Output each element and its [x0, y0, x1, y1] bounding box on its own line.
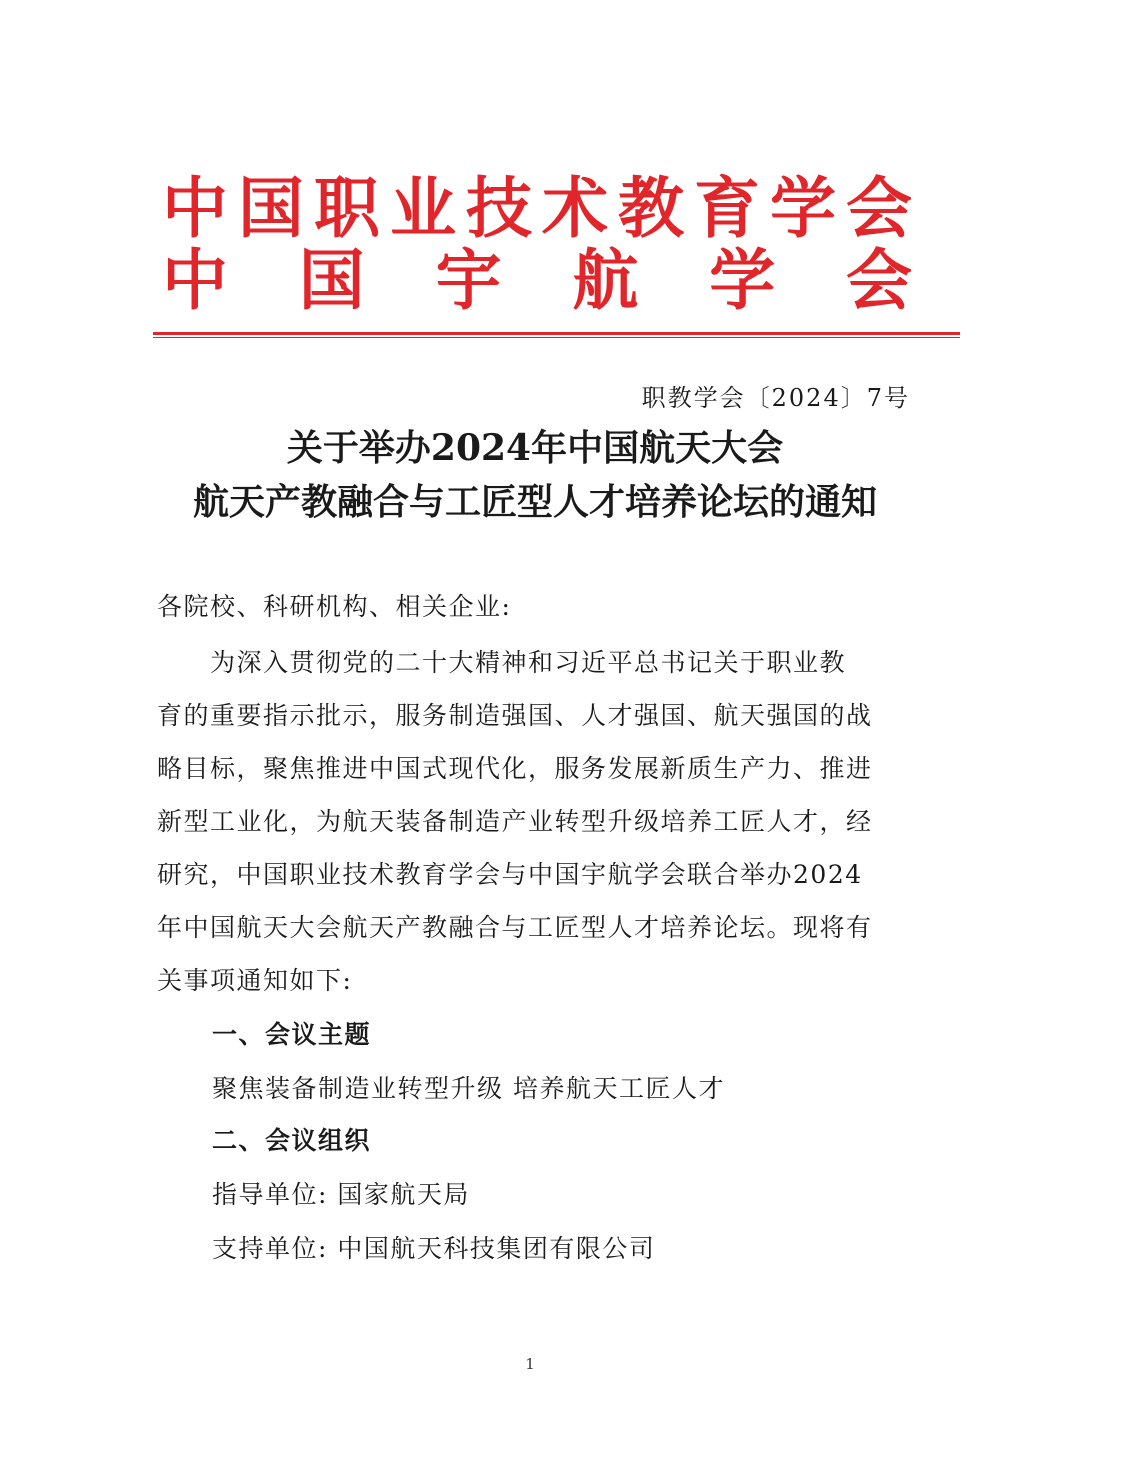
intro-line: 略目标，聚焦推进中国式现代化，服务发展新质生产力、推进	[157, 754, 873, 783]
guide-unit: 指导单位: 国家航天局	[212, 1180, 470, 1209]
issuer-char: 教	[618, 170, 684, 247]
intro-line: 新型工业化，为航天装备制造产业转型升级培养工匠人才，经	[157, 807, 873, 836]
red-divider	[153, 332, 960, 335]
page-number: 1	[525, 1355, 535, 1373]
intro-line: 研究，中国职业技术教育学会与中国宇航学会联合举办2024	[157, 860, 863, 889]
issuer-char: 育	[694, 170, 760, 247]
section-1-heading: 一、会议主题	[212, 1020, 372, 1049]
issuer-char: 技	[466, 170, 532, 247]
notice-title-line-2: 航天产教融合与工匠型人才培养论坛的通知	[192, 481, 877, 523]
issuer-char: 职	[314, 170, 380, 247]
issuer-char: 会	[845, 242, 912, 319]
issuer-name-1	[162, 172, 912, 246]
intro-line: 为深入贯彻党的二十大精神和习近平总书记关于职业教	[157, 648, 847, 677]
support-unit: 支持单位: 中国航天科技集团有限公司	[212, 1234, 656, 1263]
salutation: 各院校、科研机构、相关企业:	[157, 592, 512, 621]
section-2-heading: 二、会议组织	[212, 1126, 372, 1155]
issuer-char: 学	[770, 170, 836, 247]
issuer-char: 国	[298, 242, 365, 319]
issuer-char: 学	[709, 242, 776, 319]
intro-line: 关事项通知如下:	[157, 966, 353, 995]
issuer-char: 航	[572, 242, 639, 319]
issuer-char: 术	[542, 170, 608, 247]
document-number: 职教学会〔2024〕7号	[641, 384, 910, 412]
issuer-char: 会	[846, 170, 912, 247]
intro-line: 年中国航天大会航天产教融合与工匠型人才培养论坛。现将有	[157, 913, 873, 942]
issuer-char: 中	[162, 242, 228, 319]
notice-title-line-1: 关于举办2024年中国航天大会	[286, 427, 784, 469]
section-1-text: 聚焦装备制造业转型升级 培养航天工匠人才	[212, 1074, 725, 1103]
issuer-name-2	[162, 244, 912, 318]
issuer-char: 国	[238, 170, 304, 247]
red-divider-thin	[153, 337, 960, 338]
issuer-char: 中	[162, 170, 228, 247]
issuer-char: 宇	[435, 242, 502, 319]
intro-line: 育的重要指示批示，服务制造强国、人才强国、航天强国的战	[157, 701, 873, 730]
issuer-char: 业	[390, 170, 456, 247]
